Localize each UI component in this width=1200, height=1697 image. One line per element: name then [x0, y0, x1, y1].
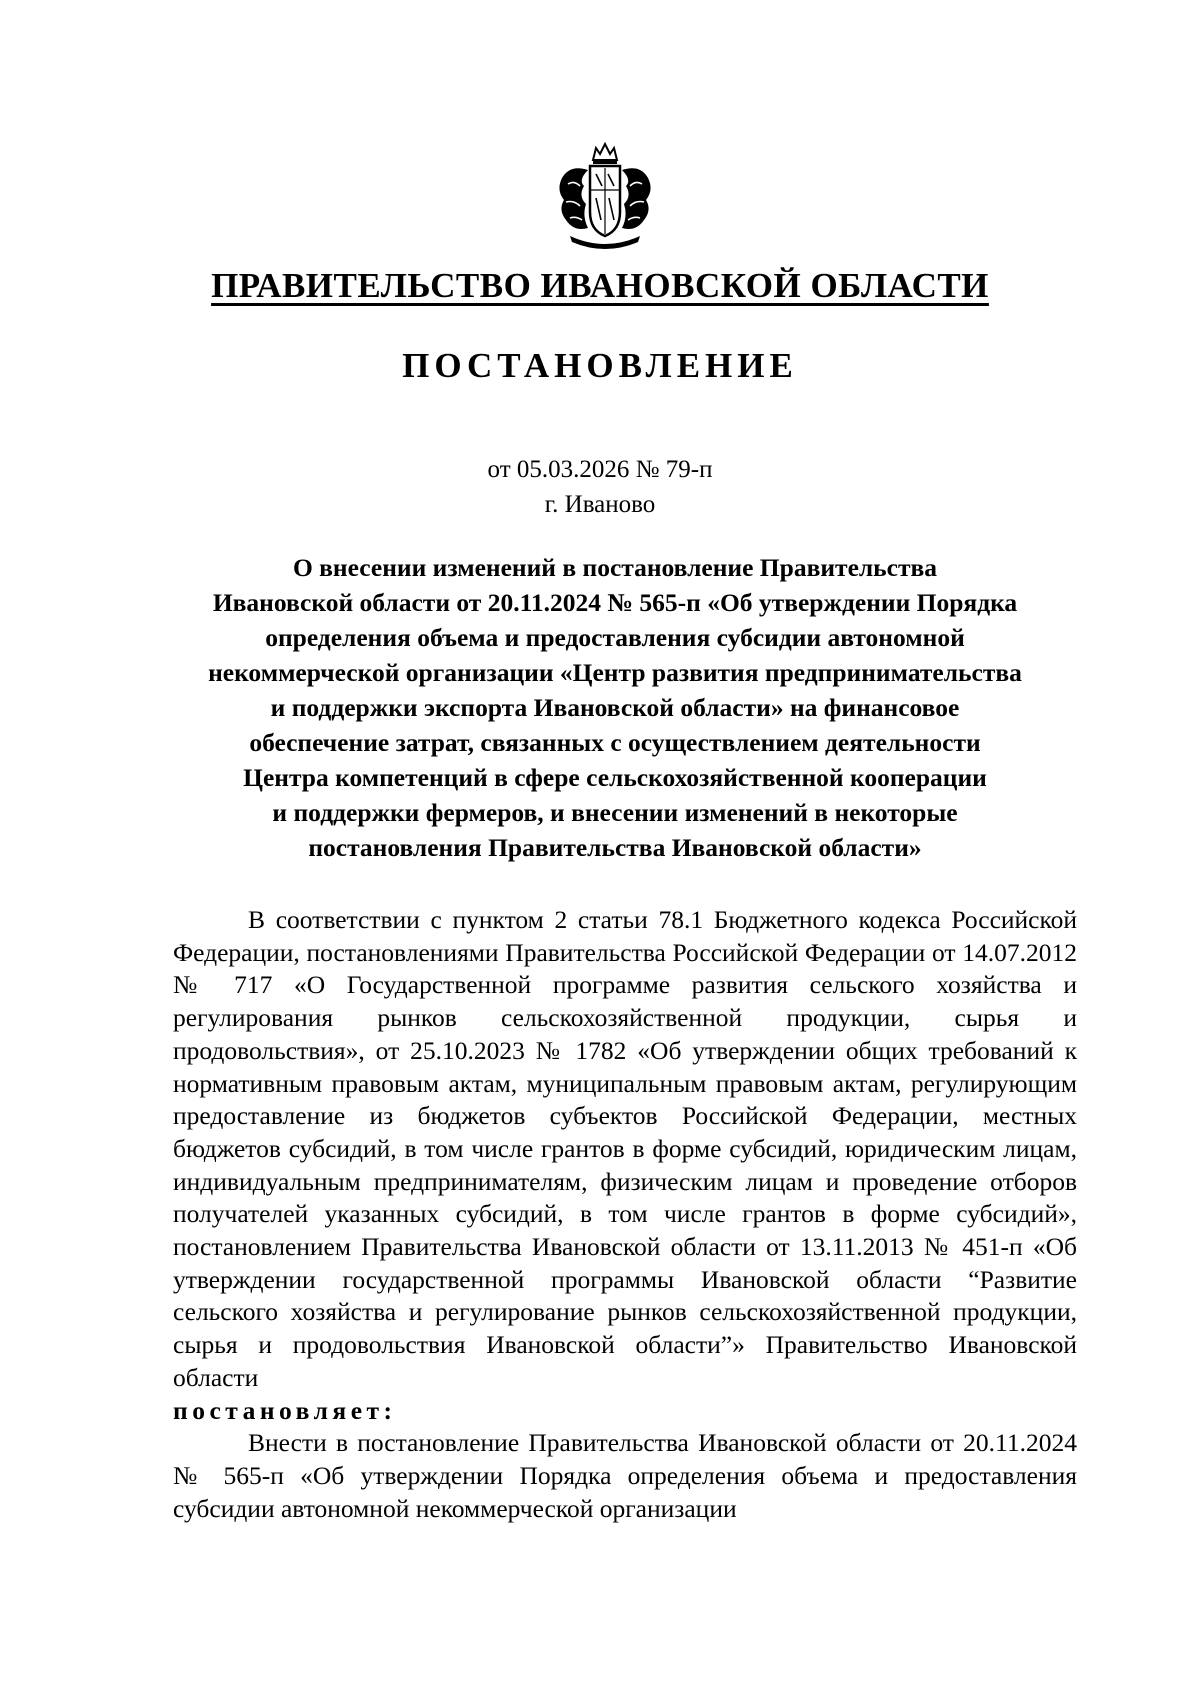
subject-line: некоммерческой организации «Центр развития предпринимательства [208, 658, 1022, 687]
body-paragraph: В соответствии с пунктом 2 статьи 78.1 Бюджетного кодекса Российской Федерации, постановлениями Правительства Российской Федерации от 14.07.2012 № 717 «О Государственной программе развития сельского хозяйства и регулирования рынков сельскохозяйственной продукции, сырья и продовольствия», от 25.10.2023 № 1782 «Об утверждении общих требований к нормативным правовым актам, муниципальным правовым актам, регулирующим предоставление из бюджетов субъектов Российской Федерации, местных бюджетов субсидий, в том числе грантов в форме субсидий, юридическим лицам, индивидуальным предпринимателям, физическим лицам и проведение отборов получателей указанных субсидий, в том числе грантов в форме субсидий», постановлением Правительства Ивановской области от 13.11.2013 № 451-п «Об утверждении государственной программы Ивановской области “Развитие сельского хозяйства и регулирование рынков сельскохозяйственной продукции, сырья и продовольствия Ивановской области”» Правительство Ивановской области [173, 905, 1077, 1392]
subject-line: обеспечение затрат, связанных с осуществлением деятельности [249, 728, 981, 757]
coat-of-arms-icon [552, 140, 658, 252]
organization-title: ПРАВИТЕЛЬСТВО ИВАНОВСКОЙ ОБЛАСТИ [211, 266, 989, 305]
document-meta [0, 452, 1200, 522]
subject-line: О внесении изменений в постановление Правительства [292, 553, 938, 582]
decree-word: постановляет: [173, 1395, 397, 1425]
document-body [173, 904, 1077, 1525]
document-subject [150, 550, 1080, 865]
body-paragraph: Внести в постановление Правительства Ивановской области от 20.11.2024 № 565-п «Об утверждении Порядка определения объема и предоставления субсидии автономной некоммерческой организации [173, 1428, 1077, 1523]
city: г. Иваново [544, 491, 656, 518]
subject-line: постановления Правительства Ивановской области» [308, 833, 922, 862]
subject-line: Центра компетенций в сфере сельскохозяйственной кооперации [243, 763, 987, 792]
subject-line: и поддержки фермеров, и внесении изменений в некоторые [272, 798, 958, 827]
date-and-number: от 05.03.2026 № 79-п [487, 456, 713, 483]
subject-line: определения объема и предоставления субсидии автономной [265, 623, 965, 652]
subject-line: и поддержки экспорта Ивановской области» на финансовое [270, 693, 960, 722]
document-type: ПОСТАНОВЛЕНИЕ [402, 346, 798, 385]
subject-line: Ивановской области от 20.11.2024 № 565-п «Об утверждении Порядка [212, 588, 1018, 617]
